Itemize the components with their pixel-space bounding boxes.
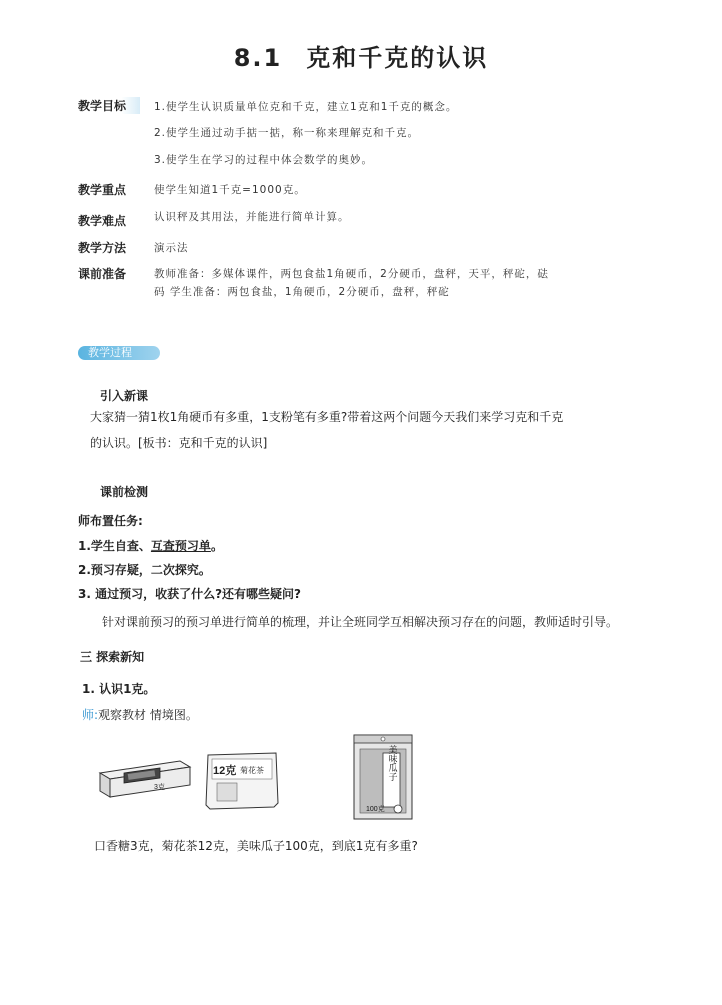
key-text: 使学生知道1千克=1000克。 (154, 184, 306, 196)
task-1-part-b: 互查预习单 (150, 539, 211, 553)
teaching-process-badge: 教学过程 (78, 346, 160, 360)
seeds-bag-image (354, 735, 412, 819)
difficulty-text: 认识秤及其用法，并能进行简单计算。 (154, 211, 350, 223)
gum-weight-label: 3克 (154, 784, 165, 791)
products-illustration (96, 733, 426, 823)
section-pretest-heading: 课前检测 (100, 485, 149, 499)
teacher-prefix: 师: (82, 708, 99, 722)
teacher-line (82, 706, 198, 723)
section-intro-line-2: 的认识。[板书：克和千克的认识] (90, 436, 268, 450)
prep-line-2: 码 学生准备：两包食盐，1角硬币，2分硬币，盘秤，秤砣 (154, 286, 450, 298)
prep-line-1: 教师准备：多媒体课件，两包食盐1角硬币，2分硬币，盘秤，天平，秤砣，砝 (154, 268, 549, 280)
teacher-text: 观察教材 情境图。 (98, 708, 198, 722)
gum-pack-image (100, 761, 190, 797)
prep-label: 课前准备 (78, 267, 127, 281)
seeds-name-label: 美味瓜子 (386, 745, 397, 781)
goal-2: 2.使学生通过动手掂一掂，称一称来理解克和千克。 (154, 127, 420, 139)
section-explore-heading: 三 探索新知 (80, 650, 145, 664)
section-intro-heading: 引入新课 (100, 389, 149, 403)
key-label: 教学重点 (78, 183, 127, 197)
weight-question: 口香糖3克，菊花茶12克，美味瓜子100克，到底1克有多重? (94, 839, 418, 853)
tea-name-label: 菊花茶 (240, 766, 264, 775)
task-label: 师布置任务: (78, 514, 143, 528)
page-title (0, 38, 722, 73)
title-text: 克和千克的认识 (306, 44, 489, 72)
tea-weight-label: 12克 (213, 765, 237, 777)
difficulty-label: 教学难点 (78, 214, 127, 228)
seeds-weight-label: 100克 (366, 806, 385, 813)
tea-bag-image (206, 753, 278, 809)
task-2: 2.预习存疑，二次探究。 (78, 563, 211, 577)
task-1-part-a: 1.学生自查、 (78, 539, 151, 553)
section-intro-line-1: 大家猜一猜1枚1角硬币有多重，1支粉笔有多重?带着这两个问题今天我们来学习克和千克 (90, 410, 564, 424)
method-text: 演示法 (154, 242, 189, 254)
title-number: 8.1 (233, 44, 283, 72)
task-3: 3. 通过预习，收获了什么?还有哪些疑问? (78, 587, 302, 601)
task-1 (78, 537, 223, 554)
goal-1: 1.使学生认识质量单位克和千克，建立1克和1千克的概念。 (154, 101, 458, 113)
method-label: 教学方法 (78, 241, 127, 255)
goal-3: 3.使学生在学习的过程中体会数学的奥妙。 (154, 154, 374, 166)
pretest-note: 针对课前预习的预习单进行简单的梳理，并让全班同学互相解决预习存在的问题，教师适时引导。 (102, 615, 619, 629)
goal-label: 教学目标 (78, 97, 140, 114)
task-1-part-c: 。 (210, 539, 223, 553)
explore-sub-1: 1. 认识1克。 (82, 682, 156, 696)
